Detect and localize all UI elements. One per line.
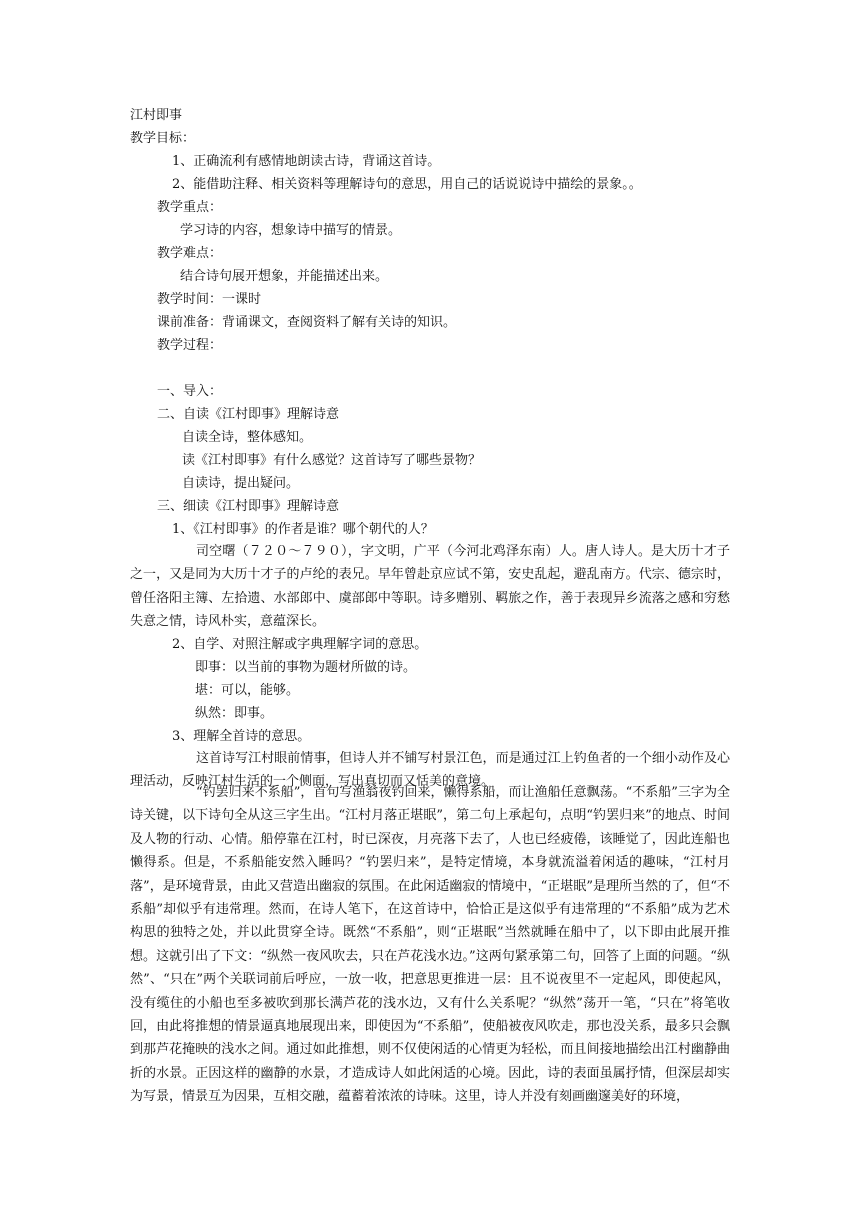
focus-text: 学习诗的内容，想象诗中描写的情景。 [180, 223, 402, 238]
step-item: 自读诗，提出疑问。 [182, 476, 300, 491]
step-heading: 一、导入： [157, 384, 223, 399]
objective-item: 2、能借助注释、相关资料等理解诗句的意思，用自己的话说说诗中描绘的景象。。 [172, 177, 642, 192]
step-item: 自读全诗，整体感知。 [182, 430, 313, 445]
author-paragraph: 司空曙（７２０～７９０），字文明，广平（今河北鸡泽东南）人。唐人诗人。是大历十才子之一，又是同为大历十才子的卢纶的表兄。早年曾赴京应试不第，安史乱起，避乱南方。代宗、德宗时，曾任洛阳主簿、左拾遗、水部郎中、虞部郎中等职。诗多赠别、羁旅之作，善于表现异乡流落之感和穷愁失意之情，诗风朴实，意蕴深长。 [130, 544, 730, 630]
step-heading: 三、细读《江村即事》理解诗意 [157, 499, 340, 514]
gloss-item: 堪：可以，能够。 [195, 683, 300, 698]
teaching-time: 教学时间：一课时 [157, 292, 262, 307]
class-preparation: 课前准备：背诵课文，查阅资料了解有关诗的知识。 [157, 315, 457, 330]
focus-heading: 教学重点： [157, 200, 223, 215]
doc-title: 江村即事 [130, 108, 183, 123]
objective-item: 1、正确流利有感情地朗读古诗，背诵这首诗。 [172, 154, 441, 169]
analysis-paragraph: “钓罢归来不系船”，首句写渔翁夜钓回来，懒得系船，而让渔船任意飘荡。“不系船”三字为全诗关键，以下诗句全从这三字生出。“江村月落正堪眠”，第二句上承起句，点明“钓罢归来”的地点、时间及人物的行动、心情。船停靠在江村，时已深夜，月亮落下去了，人也已经疲倦，该睡觉了，因此连船也懒得系。但是，不系船能安然入睡吗？“钓罢归来”，是特定情境，本身就流溢着闲适的趣味，“江村月落”，是环境背景，由此又营造出幽寂的氛围。在此闲适幽寂的情境中，“正堪眠”是理所当然的了，但“不系船”却似乎有违常理。然而，在诗人笔下，在这首诗中，恰恰正是这似乎有违常理的“不系船”成为艺术构思的独特之处，并以此贯穿全诗。既然“不系船”，则“正堪眠”当然就睡在船中了，以下即由此展开推想。这就引出了下文：“纵然一夜风吹去，只在芦花浅水边。”这两句紧承第二句，回答了上面的问题。“纵然”、“只在”两个关联词前后呼应，一放一收，把意思更推进一层：且不说夜里不一定起风，即使起风，没有缆住的小船也至多被吹到那长满芦花的浅水边，又有什么关系呢？“纵然”荡开一笔，“只在”将笔收回，由此将推想的情景逼真地展现出来，即使因为“不系船”，使船被夜风吹走，那也没关系，最多只会飘到那芦花掩映的浅水之间。通过如此推想，则不仅使闲适的心情更为轻松，而且间接地描绘出江村幽静曲折的水景。正因这样的幽静的水景，才造成诗人如此闲适的心境。因此，诗的表面虽属抒情，但深层却实为写景，情景互为因果，互相交融，蕴蓄着浓浓的诗味。这里，诗人并没有刻画幽邃美好的环境， [130, 785, 730, 1105]
gloss-item: 纵然：即事。 [195, 706, 274, 721]
difficulty-text: 结合诗句展开想象，并能描述出来。 [180, 269, 389, 284]
difficulty-heading: 教学难点： [157, 246, 223, 261]
meaning-paragraph: 这首诗写江村眼前情事，但诗人并不铺写村景江色，而是通过江上钓鱼者的一个细小动作及心理活动，反映江村生活的一个侧面，写出真切而又恬美的意境。 [130, 751, 730, 790]
process-heading: 教学过程： [157, 338, 223, 353]
question-item: 3、理解全首诗的意思。 [172, 729, 311, 744]
gloss-item: 即事：以当前的事物为题材所做的诗。 [195, 660, 417, 675]
question-item: 1、《江村即事》的作者是谁？哪个朝代的人？ [172, 522, 434, 537]
objectives-heading: 教学目标： [130, 131, 196, 146]
step-item: 读《江村即事》有什么感觉？这首诗写了哪些景物？ [182, 453, 482, 468]
question-item: 2、自学、对照注解或字典理解字词的意思。 [172, 637, 428, 652]
step-heading: 二、自读《江村即事》理解诗意 [157, 407, 340, 422]
